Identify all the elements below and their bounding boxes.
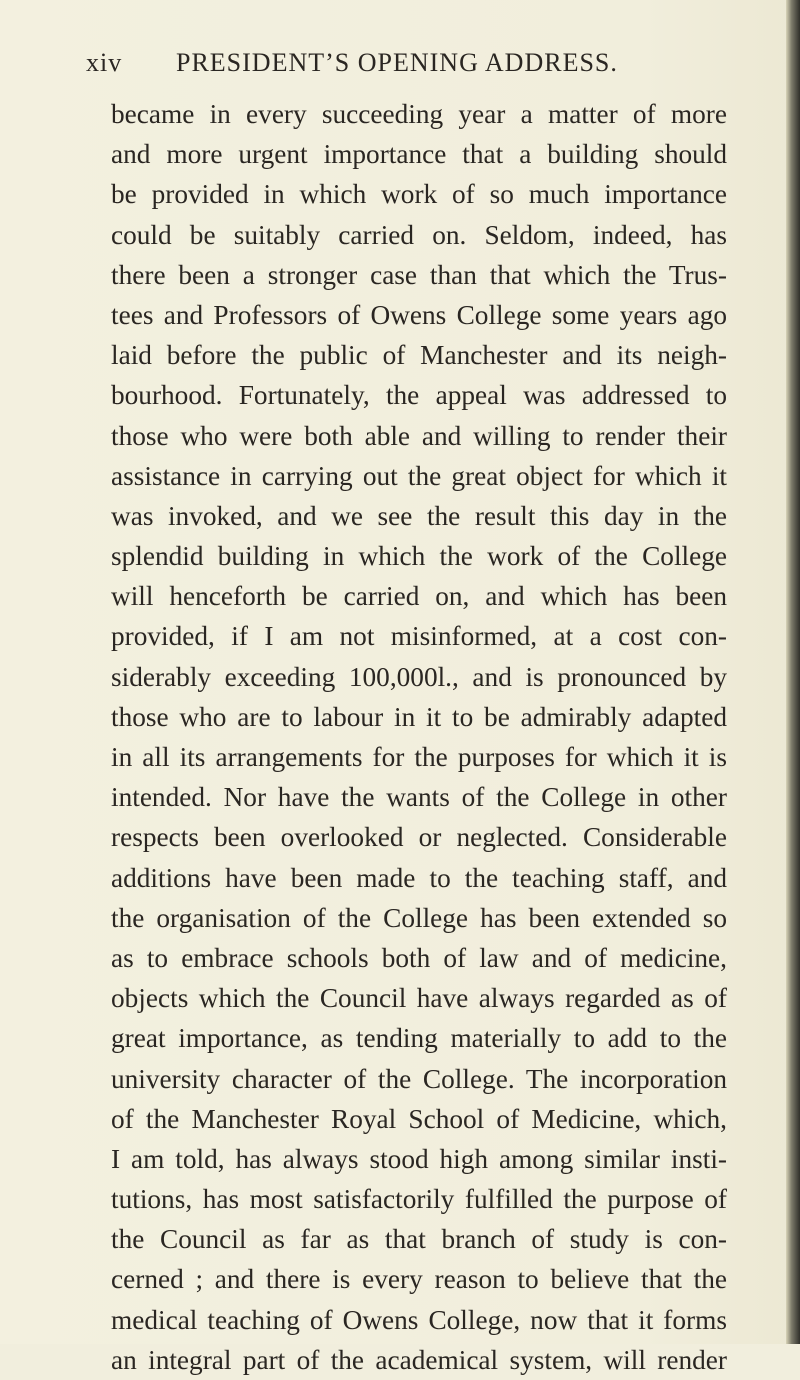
text-line: those who are to labour in it to be admirably adapted xyxy=(111,701,727,732)
text-line: siderably exceeding 100,000l., and is pronounced by xyxy=(111,661,727,692)
text-line: provided, if I am not misinformed, at a cost con- xyxy=(111,621,727,652)
text-line: an integral part of the academical system, will render xyxy=(111,1344,727,1375)
text-line: intended. Nor have the wants of the College in other xyxy=(111,782,727,813)
text-line: I am told, has always stood high among similar insti- xyxy=(111,1143,727,1174)
text-line: tutions, has most satisfactorily fulfilled the purpose of xyxy=(111,1184,727,1215)
page-number: xiv xyxy=(86,48,123,77)
text-line: was invoked, and we see the result this day in the xyxy=(111,500,727,531)
text-line: and more urgent importance that a building should xyxy=(111,139,727,170)
text-line: great importance, as tending materially to add to the xyxy=(111,1023,727,1054)
text-line: will henceforth be carried on, and which has been xyxy=(111,581,727,612)
text-line: those who were both able and willing to render their xyxy=(111,420,727,451)
text-line: could be suitably carried on. Seldom, indeed, has xyxy=(111,219,727,250)
text-line: tees and Professors of Owens College some years ago xyxy=(111,299,727,330)
text-line: objects which the Council have always regarded as of xyxy=(111,983,727,1014)
text-line: university character of the College. The incorporation xyxy=(111,1063,727,1094)
page-header xyxy=(0,48,800,84)
text-line: cerned ; and there is every reason to believe that the xyxy=(111,1264,727,1295)
text-line: as to embrace schools both of law and of medicine, xyxy=(111,942,727,973)
text-line: laid before the public of Manchester and its neigh- xyxy=(111,340,727,371)
text-line: there been a stronger case than that which the Trus- xyxy=(111,259,727,290)
text-line: the Council as far as that branch of study is con- xyxy=(111,1224,727,1255)
text-line: splendid building in which the work of the College xyxy=(111,541,727,572)
text-line: of the Manchester Royal School of Medicine, which, xyxy=(111,1103,727,1134)
binding-edge xyxy=(786,0,800,1344)
text-line: respects been overlooked or neglected. Considerable xyxy=(111,822,727,853)
text-line: assistance in carrying out the great object for which it xyxy=(111,460,727,491)
text-line: the organisation of the College has been extended so xyxy=(111,902,727,933)
running-head: PRESIDENT’S OPENING ADDRESS. xyxy=(176,48,618,77)
text-line: bourhood. Fortunately, the appeal was addressed to xyxy=(111,380,727,411)
text-line: be provided in which work of so much importance xyxy=(111,179,727,210)
text-line: became in every succeeding year a matter of more xyxy=(111,99,727,129)
body-text xyxy=(111,94,727,1380)
text-line: additions have been made to the teaching staff, and xyxy=(111,862,727,893)
text-line: in all its arrangements for the purposes for which it is xyxy=(111,742,727,772)
text-line: medical teaching of Owens College, now that it forms xyxy=(111,1304,727,1335)
